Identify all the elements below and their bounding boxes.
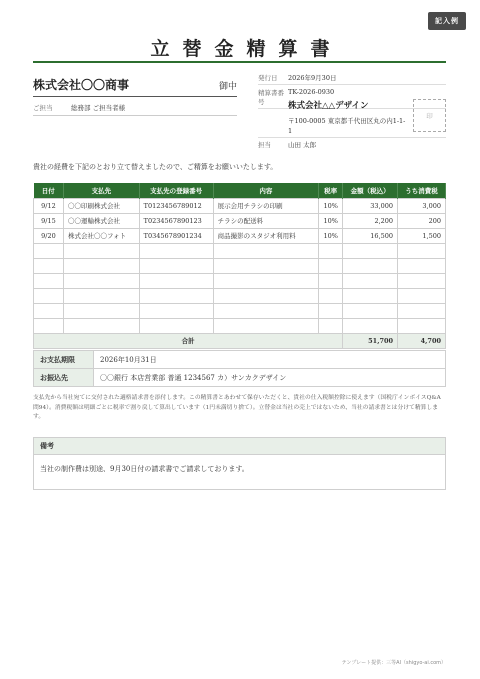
table-row	[34, 213, 446, 228]
payment-account-label: お振込先	[34, 369, 94, 387]
total-label: 合計	[34, 333, 343, 348]
cell-amount: 16,500	[343, 228, 398, 243]
table-total-row	[34, 333, 446, 348]
remarks-text: 当社の制作費は別途、9月30日付の請求書でご請求しております。	[40, 465, 249, 473]
cell-payee: 〇〇運輸株式会社	[63, 213, 139, 228]
cell-reg-no: T0234567890123	[139, 213, 213, 228]
cell-reg-no: T0123456789012	[139, 198, 213, 213]
col-amount: 金額（税込）	[343, 183, 398, 198]
table-row-empty	[34, 243, 446, 258]
col-reg-no: 支払先の登録番号	[139, 183, 213, 198]
col-description: 内容	[213, 183, 319, 198]
table-row-empty	[34, 288, 446, 303]
col-payee: 支払先	[63, 183, 139, 198]
cell-description: 商品撮影のスタジオ利用料	[213, 228, 319, 243]
cell-tax-rate: 10%	[319, 213, 343, 228]
table-row-empty	[34, 318, 446, 333]
recipient-honorific: 御中	[218, 82, 237, 92]
payment-due-row	[34, 351, 446, 369]
cell-amount: 33,000	[343, 198, 398, 213]
cell-date: 9/20	[34, 228, 64, 243]
issuer-block	[258, 99, 446, 136]
cell-tax-rate: 10%	[319, 228, 343, 243]
document-title: 立替金精算書	[150, 38, 343, 60]
remarks-label: 備考	[34, 438, 445, 455]
payment-account-value: 〇〇銀行 本店営業部 普通 1234567 カ）サンカクデザイン	[94, 369, 446, 387]
payment-due-value: 2026年10月31日	[94, 351, 446, 369]
table-header-row	[34, 183, 446, 198]
cell-date: 9/15	[34, 213, 64, 228]
cell-payee: 〇〇印刷株式会社	[63, 198, 139, 213]
cell-tax: 3,000	[398, 198, 446, 213]
total-amount: 51,700	[343, 333, 398, 348]
cell-description: チラシの配送料	[213, 213, 319, 228]
contact-label: ご担当	[33, 104, 53, 112]
remarks-box	[33, 437, 446, 490]
issuer-person-label: 担当	[258, 141, 271, 149]
cell-tax-rate: 10%	[319, 198, 343, 213]
intro-text: 貴社の経費を下記のとおり立て替えましたので、ご精算をお願いいたします。	[33, 163, 278, 171]
cell-tax: 200	[398, 213, 446, 228]
issuer-person: 山田 太郎	[288, 141, 317, 149]
issuer-name: 株式会社△△デザイン	[288, 101, 369, 111]
issuer-person-row	[258, 137, 446, 149]
expense-table	[33, 183, 446, 349]
total-tax: 4,700	[398, 333, 446, 348]
payment-due-label: お支払期限	[34, 351, 94, 369]
col-date: 日付	[34, 183, 64, 198]
recipient-contact-row	[33, 103, 237, 116]
issue-date-row	[258, 70, 446, 85]
issue-date: 2026年9月30日	[288, 74, 337, 82]
sample-badge: 記入例	[428, 12, 466, 30]
cell-date: 9/12	[34, 198, 64, 213]
contact-value: 総務部 ご担当者様	[71, 104, 126, 112]
recipient-company-row	[33, 76, 237, 97]
issue-date-label: 発行日	[258, 74, 278, 82]
footer-credit: テンプレート提供：三等AI（shigyo-ai.com）	[341, 660, 446, 666]
doc-no: TK-2026-0930	[288, 88, 335, 96]
issuer-address: 〒100-0005 東京都千代田区丸の内1-1-1	[288, 117, 406, 136]
recipient-block	[33, 76, 237, 116]
cell-payee: 株式会社〇〇フォト	[63, 228, 139, 243]
payment-table	[33, 350, 446, 387]
table-row-empty	[34, 258, 446, 273]
table-row-empty	[34, 273, 446, 288]
table-row-empty	[34, 303, 446, 318]
cell-reg-no: T0345678901234	[139, 228, 213, 243]
recipient-company: 株式会社〇〇商事	[33, 78, 130, 92]
doc-no-label: 精算書番号	[258, 89, 284, 106]
cell-amount: 2,200	[343, 213, 398, 228]
table-row	[34, 228, 446, 243]
payment-account-row	[34, 369, 446, 387]
col-tax: うち消費税	[398, 183, 446, 198]
table-row	[34, 198, 446, 213]
stamp-box: 印	[413, 99, 446, 132]
cell-description: 展示会用チラシの印刷	[213, 198, 319, 213]
cell-tax: 1,500	[398, 228, 446, 243]
title-divider	[33, 61, 446, 63]
note-text: 支払先から当社宛てに交付された適格請求書を添付します。この精算書とあわせて保存いただくと、貴社の仕入税額控除に使えます（国税庁インボイスQ&A 問94）。消費税額は明細ごとに税率で割り戻して算出しています（1円未満切り捨て）。立替金は当社の売上ではないため、当社の請求書とは分けて精算します。	[33, 395, 441, 421]
col-tax-rate: 税率	[319, 183, 343, 198]
